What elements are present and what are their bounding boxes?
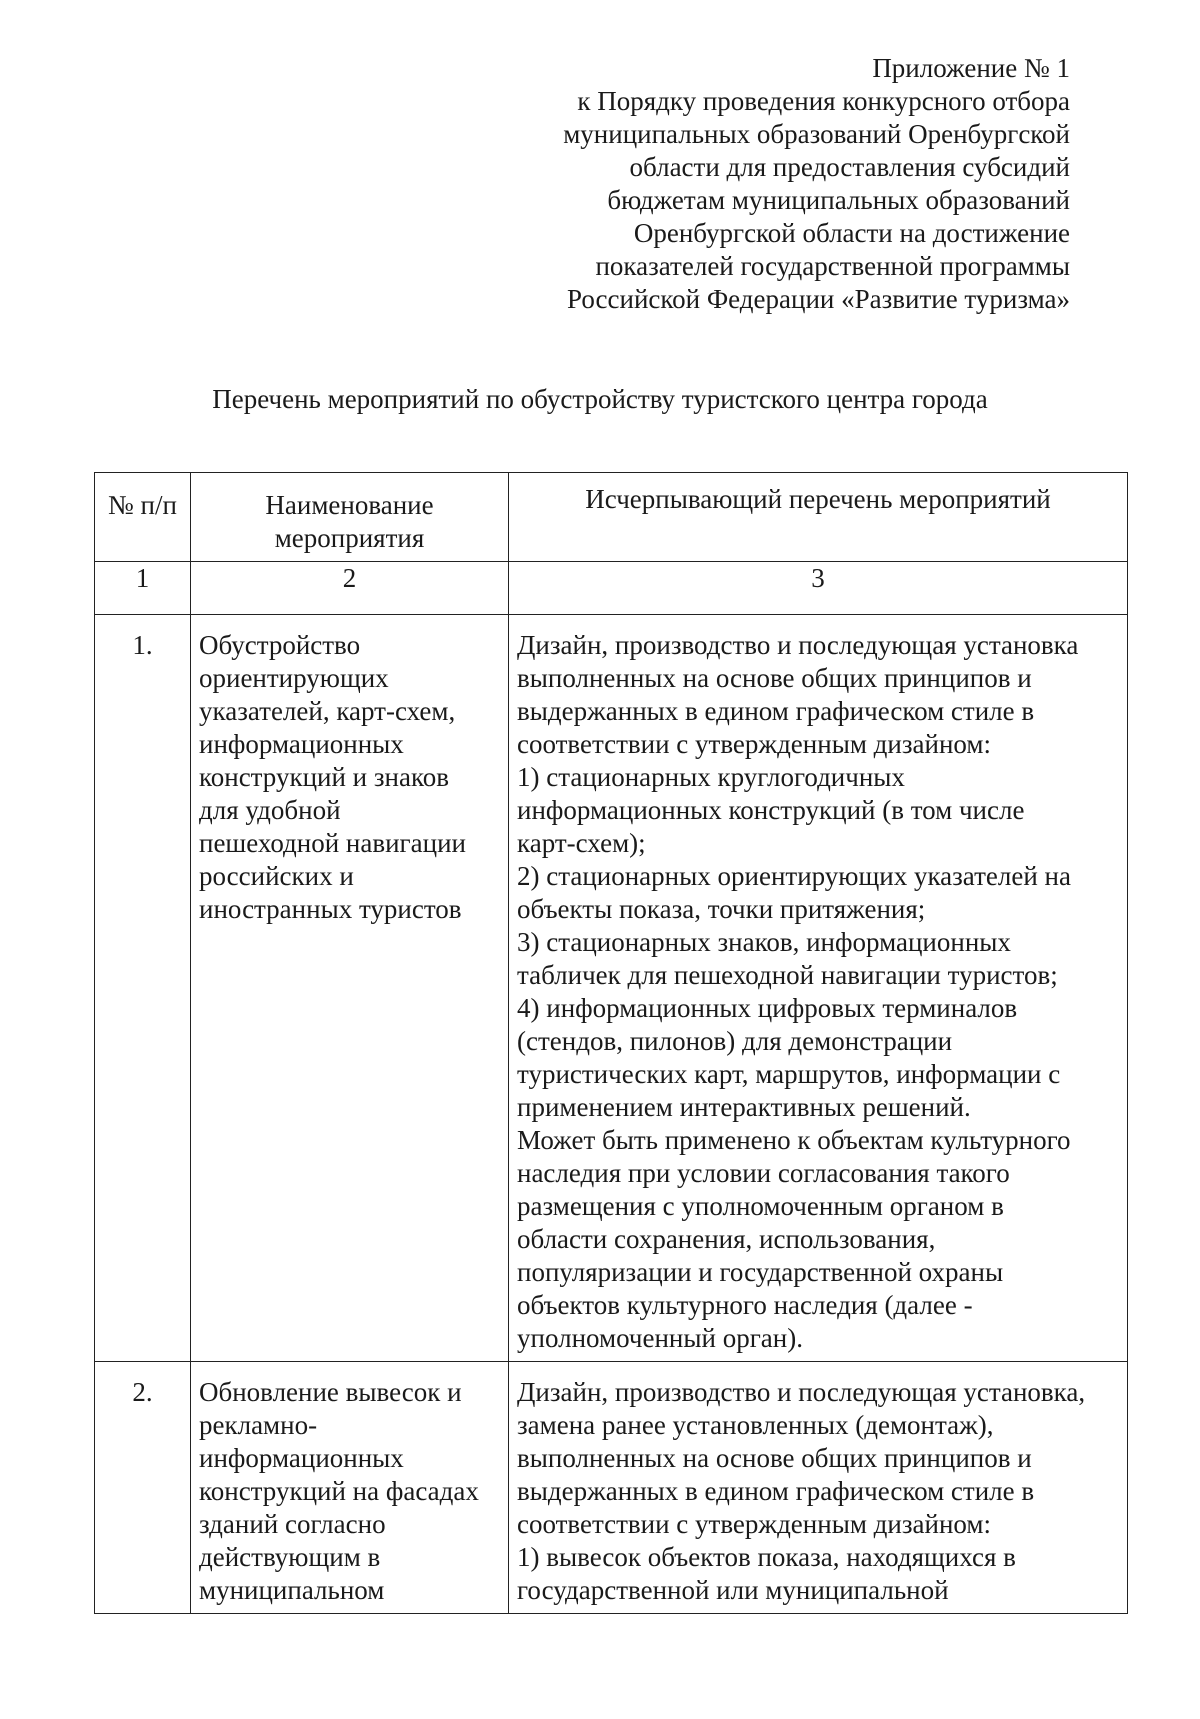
event-name-line: российских и <box>199 861 354 891</box>
event-description-line: 1) стационарных круглогодичных <box>517 762 905 792</box>
appendix-line: муниципальных образований Оренбургской <box>563 119 1070 149</box>
events-table <box>94 472 1128 1614</box>
header-list: Исчерпывающий перечень мероприятий <box>509 473 1128 562</box>
column-index-cell: 1 <box>95 562 191 615</box>
event-name-line: информационных <box>199 1443 404 1473</box>
event-description-line: 3) стационарных знаков, информационных <box>517 927 1011 957</box>
appendix-line: Российской Федерации «Развитие туризма» <box>567 284 1070 314</box>
event-description-line: замена ранее установленных (демонтаж), <box>517 1410 994 1440</box>
event-description-line: применением интерактивных решений. <box>517 1092 971 1122</box>
event-description-line: 1) вывесок объектов показа, находящихся в <box>517 1542 1016 1572</box>
event-description-line: табличек для пешеходной навигации туристов; <box>517 960 1058 990</box>
event-name-line: действующим в <box>199 1542 381 1572</box>
event-name-line: Обустройство <box>199 630 361 660</box>
event-description-line: размещения с уполномоченным органом в <box>517 1191 1004 1221</box>
event-description-line: объекты показа, точки притяжения; <box>517 894 926 924</box>
table-row <box>95 615 1128 1362</box>
event-description-line: (стендов, пилонов) для демонстрации <box>517 1026 953 1056</box>
row-number: 2. <box>95 1362 191 1614</box>
event-description-line: информационных конструкций (в том числе <box>517 795 1025 825</box>
event-description-line: выдержанных в едином графическом стиле в <box>517 696 1035 726</box>
event-description-line: выдержанных в едином графическом стиле в <box>517 1476 1035 1506</box>
event-name-line: Обновление вывесок и <box>199 1377 462 1407</box>
event-description-line: соответствии с утвержденным дизайном: <box>517 729 991 759</box>
event-description-line: уполномоченный орган). <box>517 1323 803 1353</box>
document-title: Перечень мероприятий по обустройству туристского центра города <box>212 384 988 414</box>
column-index-cell: 2 <box>191 562 509 615</box>
event-name-line: информационных <box>199 729 404 759</box>
event-name-line: указателей, карт-схем, <box>199 696 456 726</box>
event-description-line: Дизайн, производство и последующая установка <box>517 630 1079 660</box>
event-description <box>509 615 1128 1362</box>
row-number: 1. <box>95 615 191 1362</box>
event-description-line: наследия при условии согласования такого <box>517 1158 1010 1188</box>
table-row <box>95 1362 1128 1614</box>
appendix-line: бюджетам муниципальных образований <box>607 185 1070 215</box>
event-description-line: Может быть применено к объектам культурного <box>517 1125 1071 1155</box>
appendix-line: области для предоставления субсидий <box>629 152 1070 182</box>
event-name <box>191 615 509 1362</box>
event-description-line: государственной или муниципальной <box>517 1575 949 1605</box>
header-name-line: мероприятия <box>274 523 425 553</box>
event-name-line: пешеходной навигации <box>199 828 466 858</box>
event-description-line: туристических карт, маршрутов, информации с <box>517 1059 1061 1089</box>
appendix-line: к Порядку проведения конкурсного отбора <box>577 86 1070 116</box>
event-name-line: для удобной <box>199 795 341 825</box>
event-description-line: популяризации и государственной охраны <box>517 1257 1004 1287</box>
event-description-line: 4) информационных цифровых терминалов <box>517 993 1018 1023</box>
event-name-line: рекламно- <box>199 1410 318 1440</box>
table-header-row <box>95 473 1128 562</box>
header-num: № п/п <box>95 473 191 562</box>
column-index-row <box>95 562 1128 615</box>
appendix-line: Оренбургской области на достижение <box>633 218 1070 248</box>
header-name <box>191 473 509 562</box>
appendix-line: показателей государственной программы <box>595 251 1070 281</box>
appendix-header <box>510 52 1070 316</box>
event-name-line: муниципальном <box>199 1575 385 1605</box>
event-description-line: области сохранения, использования, <box>517 1224 936 1254</box>
event-name-line: иностранных туристов <box>199 894 462 924</box>
event-name-line: ориентирующих <box>199 663 389 693</box>
appendix-line: Приложение № 1 <box>872 53 1070 83</box>
event-description-line: выполненных на основе общих принципов и <box>517 663 1032 693</box>
event-description <box>509 1362 1128 1614</box>
event-description-line: соответствии с утвержденным дизайном: <box>517 1509 991 1539</box>
event-description-line: 2) стационарных ориентирующих указателей на <box>517 861 1071 891</box>
header-name-line: Наименование <box>265 490 434 520</box>
event-description-line: Дизайн, производство и последующая установка, <box>517 1377 1086 1407</box>
event-name-line: конструкций на фасадах <box>199 1476 479 1506</box>
event-description-line: карт-схем); <box>517 828 646 858</box>
event-name-line: конструкций и знаков <box>199 762 449 792</box>
event-name-line: зданий согласно <box>199 1509 386 1539</box>
column-index-cell: 3 <box>509 562 1128 615</box>
event-description-line: объектов культурного наследия (далее - <box>517 1290 973 1320</box>
event-description-line: выполненных на основе общих принципов и <box>517 1443 1032 1473</box>
event-name <box>191 1362 509 1614</box>
